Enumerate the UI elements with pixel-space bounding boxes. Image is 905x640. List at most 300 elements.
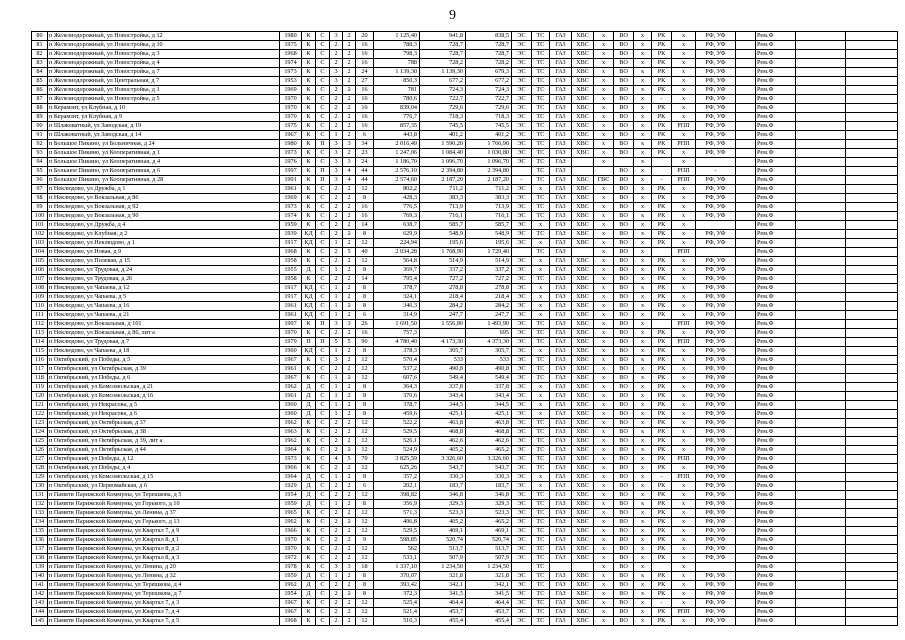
table-cell: х	[594, 509, 614, 518]
table-cell: 1	[330, 572, 343, 581]
table-cell: х	[594, 482, 614, 491]
table-cell: 12	[356, 185, 374, 194]
table-cell: п Неклюдово, ул Неклюдово, д 1	[48, 239, 280, 248]
table-cell: х	[594, 365, 614, 374]
table-cell: РФ, УФ	[696, 149, 736, 158]
table-cell: РК	[652, 437, 672, 446]
table-cell: ВО	[614, 536, 634, 545]
table-cell: К	[302, 194, 316, 203]
table-cell: К	[302, 527, 316, 536]
table-cell: ГАЗ	[550, 77, 572, 86]
table-cell: х	[672, 617, 696, 626]
table-cell: РФ, УФ	[696, 365, 736, 374]
table-row	[32, 284, 898, 293]
table-cell: 2	[343, 428, 356, 437]
table-cell: ВО	[614, 419, 634, 428]
table-cell	[846, 50, 898, 59]
table-cell: 745,5	[466, 122, 512, 131]
table-cell: 142	[32, 590, 48, 599]
table-cell: Рем.Ф	[756, 365, 796, 374]
table-cell	[572, 563, 594, 572]
table-cell: х	[594, 518, 614, 527]
table-cell: С	[316, 455, 330, 464]
table-cell: К	[302, 437, 316, 446]
table-cell: 1975	[280, 41, 302, 50]
table-cell: 329,3	[420, 500, 466, 509]
table-cell: С	[316, 554, 330, 563]
table-row	[32, 95, 898, 104]
table-cell	[652, 158, 672, 167]
table-cell: ТС	[532, 446, 550, 455]
table-cell: 110	[32, 302, 48, 311]
table-cell: ЭС	[512, 293, 532, 302]
table-cell: ЭС	[512, 356, 532, 365]
table-row	[32, 122, 898, 131]
table-cell: РК	[652, 41, 672, 50]
table-cell: ТС	[532, 212, 550, 221]
table-cell: х	[672, 266, 696, 275]
table-cell: ЭС	[512, 482, 532, 491]
table-cell: х	[594, 32, 614, 41]
table-cell: х	[634, 185, 652, 194]
table-cell: ХВС	[572, 374, 594, 383]
table-cell: х	[634, 131, 652, 140]
table-cell: 2	[343, 572, 356, 581]
table-cell: ГАЗ	[550, 311, 572, 320]
table-cell: х	[532, 311, 550, 320]
table-cell: Рем.Ф	[756, 284, 796, 293]
table-cell: х	[672, 257, 696, 266]
table-cell: 1 768,90	[420, 248, 466, 257]
table-cell: 1960	[280, 410, 302, 419]
table-cell: 8	[356, 383, 374, 392]
table-cell	[846, 104, 898, 113]
table-cell: 3	[330, 149, 343, 158]
table-cell: 95	[32, 167, 48, 176]
table-cell: 1969	[280, 194, 302, 203]
table-cell: РФ, УФ	[696, 185, 736, 194]
table-cell: ВО	[614, 113, 634, 122]
table-cell: Рем.Ф	[756, 563, 796, 572]
table-cell: Рем.Ф	[756, 374, 796, 383]
table-cell: х	[532, 302, 550, 311]
table-cell: 1970	[280, 95, 302, 104]
table-cell: К	[302, 50, 316, 59]
table-cell	[736, 302, 756, 311]
table-cell: ЭС	[512, 230, 532, 239]
table-cell	[512, 167, 532, 176]
table-cell: РК	[652, 536, 672, 545]
table-cell	[846, 32, 898, 41]
table-cell: 850,3	[374, 77, 420, 86]
table-cell: 8	[356, 572, 374, 581]
table-cell: п Неклюдово, ул Клубная, д 2	[48, 230, 280, 239]
table-cell: х	[594, 581, 614, 590]
table-cell: 2	[343, 212, 356, 221]
table-cell: п Железнодорожный, ул Новостройка, д 3	[48, 50, 280, 59]
table-cell: 607,6	[374, 374, 420, 383]
table-cell: 514,9	[420, 257, 466, 266]
table-cell: РПП	[672, 455, 696, 464]
table-cell	[796, 311, 846, 320]
table-cell: 16	[356, 329, 374, 338]
table-row	[32, 491, 898, 500]
table-cell: 218,4	[420, 293, 466, 302]
table-cell: П	[316, 338, 330, 347]
table-cell: 2	[343, 473, 356, 482]
table-cell: 109	[32, 293, 48, 302]
table-cell: п Неклюдово, ул Трудовая, д 7	[48, 338, 280, 347]
table-cell: 776,7	[374, 113, 420, 122]
table-cell: 314,9	[374, 311, 420, 320]
table-cell: 2	[343, 500, 356, 509]
table-cell: ХВС	[572, 266, 594, 275]
table-cell: 278,8	[420, 284, 466, 293]
table-cell: РК	[652, 518, 672, 527]
table-cell: 757,3	[374, 329, 420, 338]
table-cell	[796, 374, 846, 383]
table-cell: ГАЗ	[550, 275, 572, 284]
table-cell: 571,3	[374, 509, 420, 518]
table-cell: 5	[330, 338, 343, 347]
table-cell: 2	[343, 50, 356, 59]
table-row	[32, 41, 898, 50]
table-cell: ХВС	[572, 401, 594, 410]
table-cell: п Памяти Парижской Коммуны, ул Квартал 8, д 1	[48, 536, 280, 545]
table-cell: Рем.Ф	[756, 131, 796, 140]
table-cell: 548,9	[420, 230, 466, 239]
table-cell: х	[594, 527, 614, 536]
table-cell: ЭС	[512, 446, 532, 455]
table-cell: ВО	[614, 581, 634, 590]
table-cell: 2	[330, 194, 343, 203]
table-cell: п Большое Пикино, ул Кооперативная, д 6	[48, 167, 280, 176]
table-cell: п Памяти Парижской Коммуны, ул Горького, д 10	[48, 500, 280, 509]
table-cell: 520,74	[420, 536, 466, 545]
table-cell: К	[302, 221, 316, 230]
table-cell	[846, 158, 898, 167]
table-cell	[736, 608, 756, 617]
table-cell: 521,4	[374, 608, 420, 617]
table-cell: ЭС	[512, 185, 532, 194]
table-cell: ТС	[532, 50, 550, 59]
table-cell: РФ, УФ	[696, 68, 736, 77]
table-cell: 2	[343, 608, 356, 617]
table-cell: РК	[652, 455, 672, 464]
table-cell: 305,7	[466, 347, 512, 356]
table-cell: 1 084,40	[420, 149, 466, 158]
table-cell: 8	[356, 500, 374, 509]
table-cell: 2	[343, 293, 356, 302]
table-cell: К	[302, 329, 316, 338]
table-cell	[796, 149, 846, 158]
table-cell: Рем.Ф	[756, 32, 796, 41]
table-cell: 12	[356, 365, 374, 374]
table-cell	[846, 419, 898, 428]
table-cell: К	[302, 77, 316, 86]
table-cell: С	[316, 374, 330, 383]
table-cell: 83	[32, 59, 48, 68]
table-cell: х	[532, 347, 550, 356]
table-cell: 428,3	[374, 194, 420, 203]
table-cell: х	[594, 347, 614, 356]
table-cell: С	[316, 446, 330, 455]
table-cell	[846, 131, 898, 140]
table-cell: 1958	[280, 275, 302, 284]
table-cell: 443,8	[374, 131, 420, 140]
table-cell: РК	[652, 347, 672, 356]
table-cell: 401,2	[466, 131, 512, 140]
table-cell: ГАЗ	[550, 50, 572, 59]
table-cell: ХВС	[572, 599, 594, 608]
table-cell: п Керамзит, ул Клубная, д 9	[48, 113, 280, 122]
table-cell: х	[594, 437, 614, 446]
table-cell: ЭС	[512, 347, 532, 356]
table-cell: РФ, УФ	[696, 599, 736, 608]
table-cell: Рем.Ф	[756, 464, 796, 473]
table-cell: ХВС	[572, 464, 594, 473]
table-cell: ГАЗ	[550, 86, 572, 95]
table-cell: 522,2	[374, 419, 420, 428]
table-cell: К	[302, 563, 316, 572]
table-cell: 1972	[280, 554, 302, 563]
table-cell: х	[532, 185, 550, 194]
table-row	[32, 275, 898, 284]
table-cell: 2	[343, 113, 356, 122]
table-cell: РФ, УФ	[696, 536, 736, 545]
table-cell	[846, 185, 898, 194]
table-cell: х	[634, 311, 652, 320]
table-cell: ГАЗ	[550, 212, 572, 221]
table-cell: 2	[330, 95, 343, 104]
table-cell: х	[634, 536, 652, 545]
table-cell	[736, 446, 756, 455]
table-row	[32, 311, 898, 320]
table-row	[32, 212, 898, 221]
table-cell: К	[302, 509, 316, 518]
table-cell: ГАЗ	[550, 455, 572, 464]
table-cell: 598,85	[374, 536, 420, 545]
table-cell: 523,3	[420, 509, 466, 518]
table-cell: х	[594, 599, 614, 608]
table-cell: ГАЗ	[550, 365, 572, 374]
table-cell: РК	[652, 86, 672, 95]
table-cell: Рем.Ф	[756, 572, 796, 581]
table-cell	[796, 221, 846, 230]
table-cell: 2	[343, 401, 356, 410]
table-cell: С	[316, 59, 330, 68]
table-cell: х	[634, 122, 652, 131]
table-cell: х	[634, 158, 652, 167]
table-cell: ГАЗ	[550, 617, 572, 626]
table-cell: х	[634, 572, 652, 581]
table-cell: РФ, УФ	[696, 581, 736, 590]
table-cell: 183,7	[466, 482, 512, 491]
table-cell: ХВС	[572, 86, 594, 95]
table-cell: ГАЗ	[550, 482, 572, 491]
table-cell: х	[634, 365, 652, 374]
table-cell: х	[594, 311, 614, 320]
table-cell: х	[672, 545, 696, 554]
table-cell: ТС	[532, 167, 550, 176]
table-cell: п Шлаковатный, ул Заводская, д 19	[48, 122, 280, 131]
table-cell	[736, 464, 756, 473]
table-cell: С	[316, 356, 330, 365]
table-cell: ЭС	[512, 275, 532, 284]
table-cell: ХВС	[572, 419, 594, 428]
table-cell: х	[594, 230, 614, 239]
table-cell: ЭС	[512, 518, 532, 527]
table-cell: 8	[356, 401, 374, 410]
table-cell: С	[316, 536, 330, 545]
table-cell: ВО	[614, 230, 634, 239]
table-cell: х	[594, 491, 614, 500]
table-cell	[736, 86, 756, 95]
table-cell: 1955	[280, 266, 302, 275]
table-cell: х	[672, 500, 696, 509]
table-cell: ВО	[614, 500, 634, 509]
table-cell: С	[316, 581, 330, 590]
table-cell: 2	[330, 257, 343, 266]
table-cell: Рем.Ф	[756, 293, 796, 302]
table-cell: РПП	[672, 320, 696, 329]
table-cell: х	[634, 257, 652, 266]
table-cell: 16	[356, 104, 374, 113]
table-cell: 548,9	[466, 230, 512, 239]
table-cell: 84	[32, 68, 48, 77]
table-cell: ГАЗ	[550, 527, 572, 536]
table-cell: ХВС	[572, 95, 594, 104]
table-cell: С	[316, 545, 330, 554]
table-cell: РК	[652, 500, 672, 509]
table-cell: РФ, УФ	[696, 437, 736, 446]
table-cell: х	[672, 104, 696, 113]
table-cell: 2	[343, 266, 356, 275]
table-cell: 1 247,06	[374, 149, 420, 158]
table-cell: ГАЗ	[550, 518, 572, 527]
table-cell	[652, 248, 672, 257]
table-cell: 507,9	[420, 554, 466, 563]
table-cell: РФ, УФ	[696, 50, 736, 59]
table-cell: ВО	[614, 491, 634, 500]
table-cell: К	[302, 68, 316, 77]
table-cell: 1967	[280, 608, 302, 617]
table-cell: С	[316, 473, 330, 482]
table-cell	[846, 257, 898, 266]
table-cell: 346,3	[374, 302, 420, 311]
table-cell: РФ, УФ	[696, 140, 736, 149]
table-cell: 140	[32, 572, 48, 581]
table-cell: ВО	[614, 563, 634, 572]
table-cell: С	[316, 428, 330, 437]
table-cell: РФ, УФ	[696, 104, 736, 113]
table-cell: 2	[343, 554, 356, 563]
table-cell: 12	[356, 617, 374, 626]
table-cell: 729,6	[420, 104, 466, 113]
table-cell: Рем.Ф	[756, 419, 796, 428]
table-cell: 2	[330, 428, 343, 437]
table-cell: п Железнодорожный, ул Новостройка, д 12	[48, 32, 280, 41]
table-cell: 1	[330, 284, 343, 293]
table-cell: х	[594, 104, 614, 113]
table-cell: 3	[343, 140, 356, 149]
table-cell: 2	[343, 95, 356, 104]
table-cell: ГАЗ	[550, 383, 572, 392]
table-cell: х	[634, 338, 652, 347]
table-cell: К	[302, 140, 316, 149]
table-cell: 3 326,60	[466, 455, 512, 464]
table-cell: 718,3	[466, 113, 512, 122]
table-cell: С	[316, 77, 330, 86]
table-cell	[796, 500, 846, 509]
table-cell: Рем.Ф	[756, 86, 796, 95]
table-cell: ТС	[532, 365, 550, 374]
table-cell: 398,82	[374, 491, 420, 500]
table-cell: ВО	[614, 410, 634, 419]
table-row	[32, 320, 898, 329]
table-cell: ХВС	[572, 491, 594, 500]
table-cell: К	[302, 41, 316, 50]
table-cell: Рем.Ф	[756, 248, 796, 257]
table-cell: п Железнодорожный, ул Новостройка, д 5	[48, 95, 280, 104]
table-cell: 2	[330, 446, 343, 455]
table-cell: х	[672, 32, 696, 41]
table-cell: 1	[330, 374, 343, 383]
table-cell: х	[672, 563, 696, 572]
table-cell: 8	[356, 293, 374, 302]
table-cell: ВО	[614, 617, 634, 626]
table-cell: ЭС	[512, 131, 532, 140]
table-cell: ВО	[614, 509, 634, 518]
table-cell: ХВС	[572, 428, 594, 437]
table-cell: 3 326,60	[420, 455, 466, 464]
table-cell: ХВС	[572, 392, 594, 401]
table-cell: ХВС	[572, 59, 594, 68]
table-cell: ЭС	[512, 329, 532, 338]
table-cell	[736, 428, 756, 437]
table-cell: ГАЗ	[550, 491, 572, 500]
table-cell: х	[634, 302, 652, 311]
table-cell: п Большое Пикино, ул Кооперативная, д 28	[48, 176, 280, 185]
table-cell: 14	[356, 221, 374, 230]
table-cell: х	[634, 464, 652, 473]
table-cell: 343,4	[420, 392, 466, 401]
table-cell: РФ, УФ	[696, 509, 736, 518]
table-cell: ГАЗ	[550, 437, 572, 446]
table-cell: ТС	[532, 149, 550, 158]
table-cell: Рем.Ф	[756, 446, 796, 455]
table-cell: РФ, УФ	[696, 122, 736, 131]
table-cell: ЭС	[512, 221, 532, 230]
table-cell: 2	[330, 545, 343, 554]
table-cell: Рем.Ф	[756, 338, 796, 347]
table-cell: 1962	[280, 581, 302, 590]
table-cell: х	[532, 410, 550, 419]
table-cell: 16	[356, 59, 374, 68]
table-cell: 195,6	[466, 239, 512, 248]
table-cell: Рем.Ф	[756, 149, 796, 158]
table-cell	[736, 554, 756, 563]
table-cell: ГАЗ	[550, 473, 572, 482]
table-cell: 1	[330, 302, 343, 311]
table-cell: К	[302, 158, 316, 167]
table-cell: п Керамзит, ул Клубная, д 10	[48, 104, 280, 113]
table-cell: 183,7	[420, 482, 466, 491]
table-cell: Рем.Ф	[756, 410, 796, 419]
table-cell: 1	[330, 266, 343, 275]
table-cell: ХВС	[572, 302, 594, 311]
table-row	[32, 239, 898, 248]
